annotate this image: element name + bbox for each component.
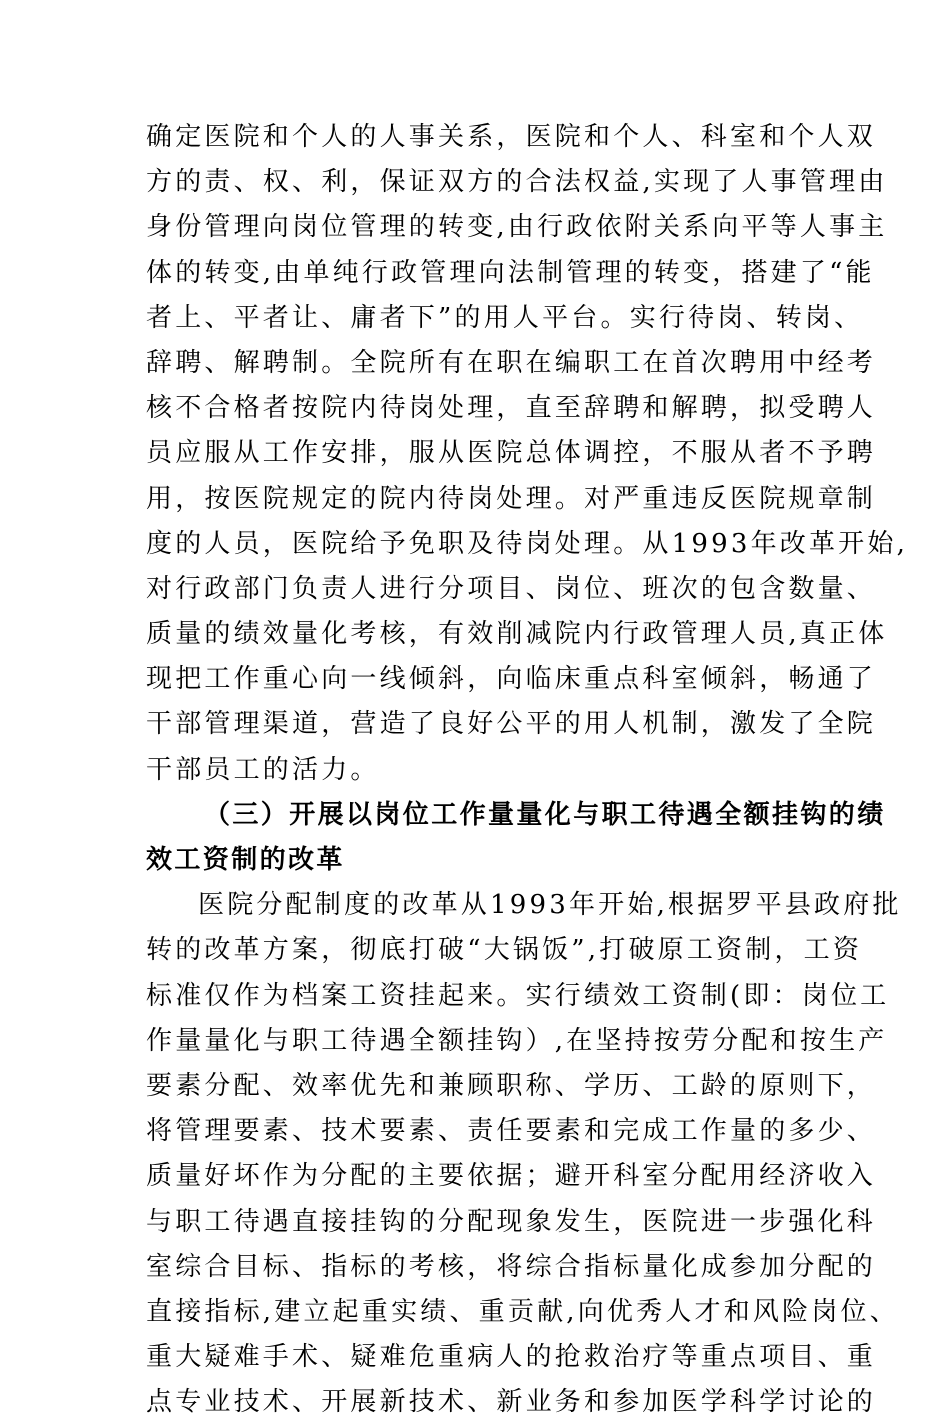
- text-line: 现把工作重心向一线倾斜，向临床重点科室倾斜，畅通了: [146, 664, 877, 695]
- text-line: 用，按医院规定的院内待岗处理。对严重违反医院规章制: [146, 483, 877, 514]
- text-line: 与职工待遇直接挂钩的分配现象发生，医院进一步强化科: [146, 1206, 877, 1237]
- text-line: 标准仅作为档案工资挂起来。实行绩效工资制(即：岗位工: [146, 980, 890, 1011]
- text-line: 核不合格者按院内待岗处理，直至辞聘和解聘，拟受聘人: [146, 393, 877, 424]
- section-heading: [146, 793, 886, 883]
- continued-paragraph: [146, 115, 909, 793]
- text-line: 度的人员，医院给予免职及待岗处理。从1993年改革开始,: [146, 528, 909, 559]
- text-line: 对行政部门负责人进行分项目、岗位、班次的包含数量、: [146, 573, 877, 604]
- heading-line: （三）开展以岗位工作量量化与职工待遇全额挂钩的绩: [204, 799, 886, 830]
- text-line: 确定医院和个人的人事关系，医院和个人、科室和个人双: [146, 122, 877, 152]
- heading-line: 效工资制的改革: [146, 845, 345, 875]
- text-line: 点专业技术、开展新技术、新业务和参加医学科学讨论的: [146, 1387, 877, 1418]
- text-line: 质量好坏作为分配的主要依据；避开科室分配用经济收入: [146, 1161, 877, 1192]
- text-line: 干部管理渠道，营造了良好公平的用人机制，激发了全院: [146, 709, 877, 740]
- text-line: 作量量化与职工待遇全额挂钩）,在坚持按劳分配和按生产: [146, 1025, 888, 1056]
- text-line: 要素分配、效率优先和兼顾职称、学历、工龄的原则下，: [146, 1070, 877, 1101]
- text-line: 辞聘、解聘制。全院所有在职在编职工在首次聘用中经考: [146, 347, 877, 378]
- text-line: 医院分配制度的改革从1993年开始,根据罗平县政府批: [198, 890, 902, 921]
- text-line: 者上、平者让、庸者下”的用人平台。实行待岗、转岗、: [146, 302, 864, 333]
- text-line: 直接指标,建立起重实绩、重贡献,向优秀人才和风险岗位、: [146, 1296, 899, 1327]
- text-line: 体的转变,由单纯行政管理向法制管理的转变，搭建了“能: [146, 257, 875, 288]
- text-line: 转的改革方案，彻底打破“大锅饭”,打破原工资制，工资: [146, 935, 863, 966]
- document-body: [146, 115, 909, 1425]
- text-line: 身份管理向岗位管理的转变,由行政依附关系向平等人事主: [146, 212, 888, 243]
- text-line: 方的责、权、利，保证双方的合法权益,实现了人事管理由: [146, 167, 888, 198]
- text-line: 将管理要素、技术要素、责任要素和完成工作量的多少、: [146, 1116, 877, 1147]
- text-line: 员应服从工作安排，服从医院总体调控，不服从者不予聘: [146, 438, 877, 469]
- text-line: 重大疑难手术、疑难危重病人的抢救治疗等重点项目、重: [146, 1342, 877, 1373]
- text-line: 质量的绩效量化考核，有效削减院内行政管理人员,真正体: [146, 619, 888, 650]
- text-line: 室综合目标、指标的考核，将综合指标量化成参加分配的: [146, 1251, 877, 1282]
- text-line: 干部员工的活力。: [146, 754, 380, 785]
